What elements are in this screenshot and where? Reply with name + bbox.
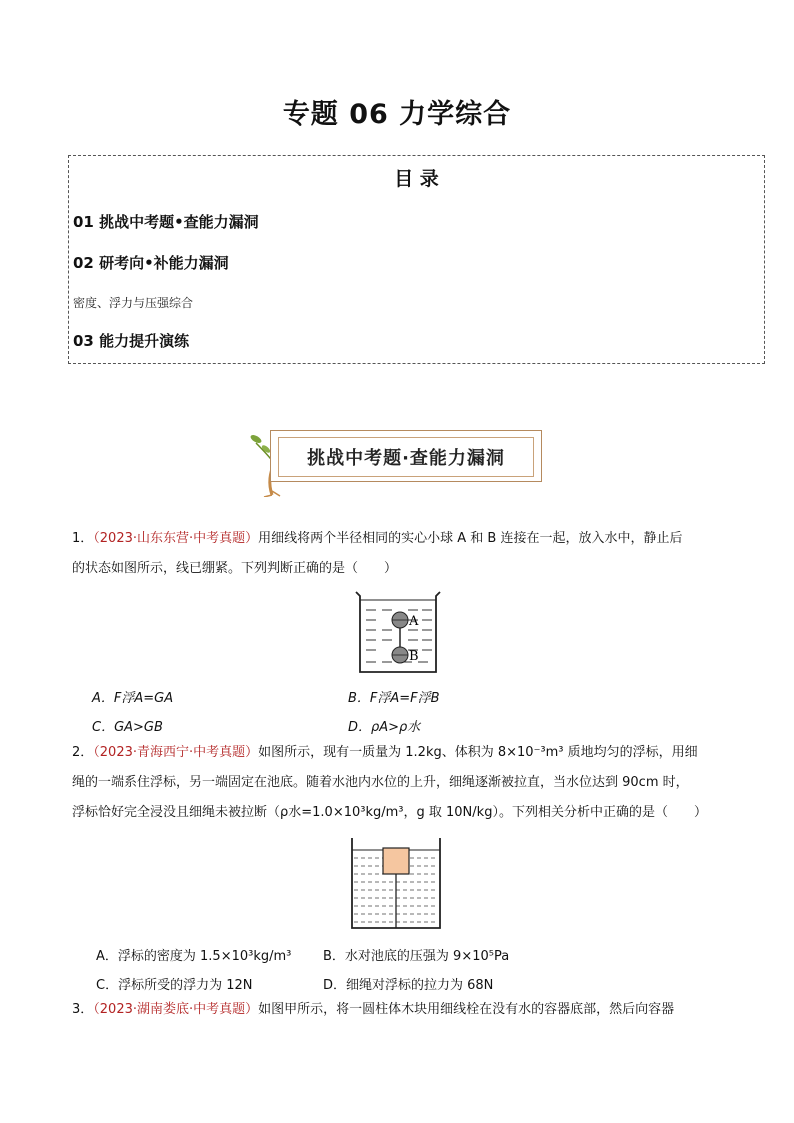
q2-text-line1: 如图所示，现有一质量为 1.2kg、体积为 8×10⁻³m³ 质地均匀的浮标，用细 — [258, 745, 698, 760]
q2-text-line3: 浮标恰好完全浸没且细绳未被拉断（ρ水=1.0×10³kg/m³，g 取 10N/kg）。下列相关分析中正确的是（ ） — [72, 805, 707, 820]
question-1 — [72, 524, 732, 584]
q1-text-line2: 的状态如图所示，线已绷紧。下列判断正确的是（ ） — [72, 561, 398, 576]
q1-source: （2023·山东东营·中考真题） — [93, 531, 259, 546]
q2-option-c[interactable]: C．浮标所受的浮力为 12N — [96, 978, 253, 993]
q1-option-d[interactable]: D．ρA>ρ水 — [348, 720, 421, 735]
q3-number: 3． — [72, 1002, 94, 1017]
question-3 — [72, 995, 732, 1025]
q1-option-a[interactable]: A．F浮A=GA — [92, 691, 174, 706]
table-of-contents — [68, 155, 765, 364]
q1-number: 1． — [72, 531, 94, 546]
q1-text-line1: 用细线将两个半径相同的实心小球 A 和 B 连接在一起，放入水中，静止后 — [258, 531, 683, 546]
q2-option-b[interactable]: B．水对池底的压强为 9×10⁵Pa — [323, 949, 510, 964]
question-2 — [72, 738, 732, 828]
ball-b-label: B — [409, 649, 419, 664]
q1-option-b[interactable]: B．F浮A=F浮B — [348, 691, 440, 706]
banner-title: 挑战中考题·查能力漏洞 — [278, 437, 534, 477]
toc-heading: 目 录 — [394, 168, 439, 190]
ball-a-label: A — [409, 614, 419, 629]
q2-option-d[interactable]: D．细绳对浮标的拉力为 68N — [323, 978, 494, 993]
toc-item-01[interactable]: 01 挑战中考题•查能力漏洞 — [73, 213, 259, 231]
q2-pool-figure — [350, 838, 442, 930]
q3-text-line1: 如图甲所示，将一圆柱体木块用细线栓在没有水的容器底部，然后向容器 — [258, 1002, 675, 1017]
q2-number: 2． — [72, 745, 94, 760]
toc-item-02[interactable]: 02 研考向•补能力漏洞 — [73, 254, 229, 272]
q2-source: （2023·青海西宁·中考真题） — [93, 745, 259, 760]
page-title: 专题 06 力学综合 — [282, 99, 512, 130]
q3-source: （2023·湖南娄底·中考真题） — [93, 1002, 259, 1017]
section-banner — [242, 425, 552, 497]
q1-beaker-figure — [352, 588, 444, 678]
toc-subitem[interactable]: 密度、浮力与压强综合 — [73, 296, 194, 310]
q1-option-c[interactable]: C．GA>GB — [92, 720, 163, 735]
q2-option-a[interactable]: A．浮标的密度为 1.5×10³kg/m³ — [96, 949, 292, 964]
q2-text-line2: 绳的一端系住浮标，另一端固定在池底。随着水池内水位的上升，细绳逐渐被拉直，当水位达到 90cm 时， — [72, 775, 689, 790]
toc-item-03[interactable]: 03 能力提升演练 — [73, 332, 190, 350]
